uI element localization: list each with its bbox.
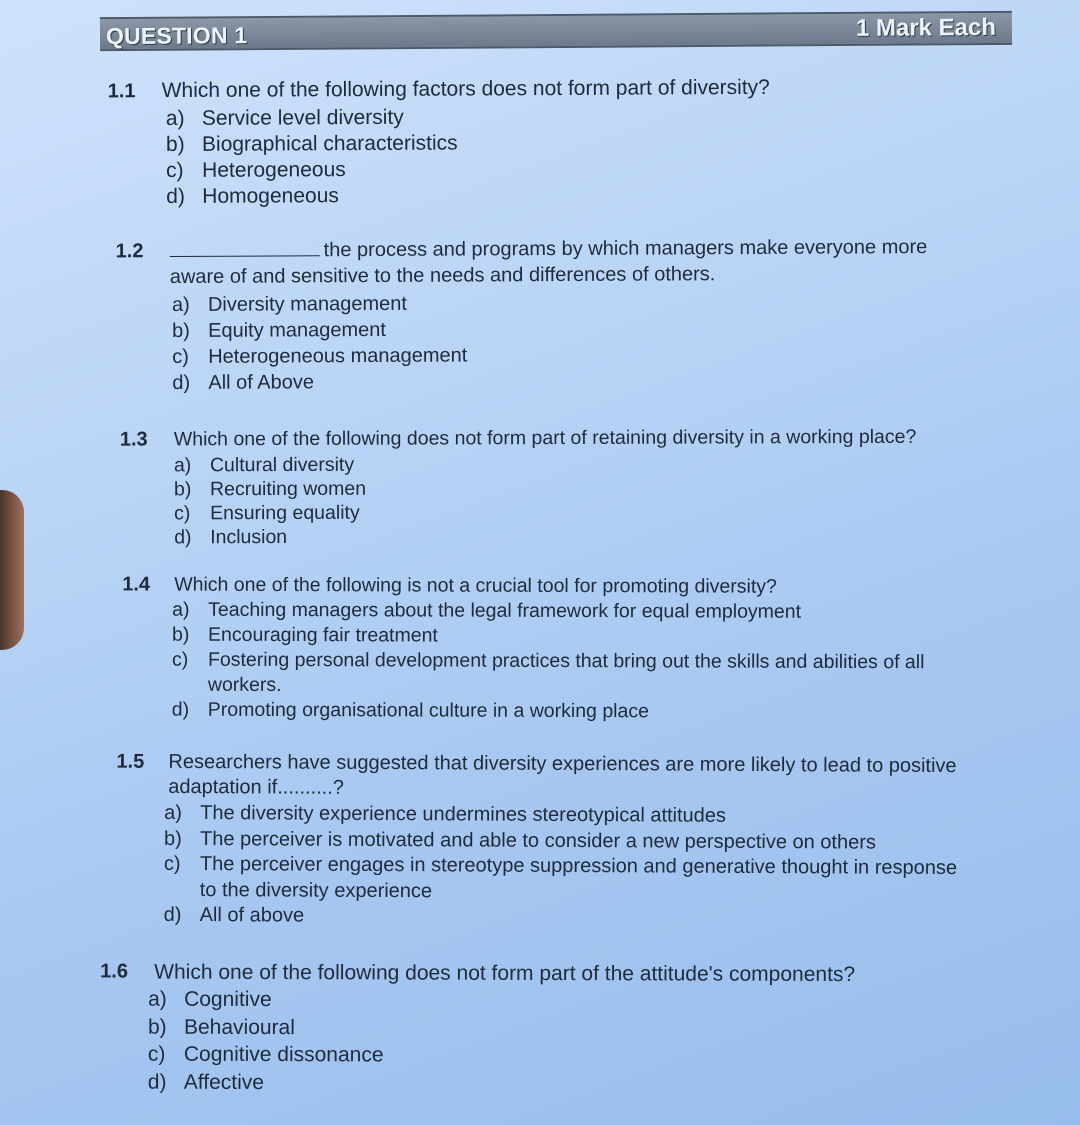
option-a[interactable] [166, 105, 458, 133]
question-text: Which one of the following factors does not form part of diversity? [161, 75, 770, 103]
option-text: The perceiver is motivated and able to consider a new perspective on others [199, 827, 876, 854]
option-b[interactable] [148, 1013, 384, 1041]
option-d[interactable] [164, 903, 957, 933]
question-text-line-1 [170, 234, 928, 264]
option-letter: b) [173, 478, 192, 501]
option-letter: b) [172, 623, 190, 646]
option-text: All of above [199, 904, 305, 927]
option-text: Ensuring equality [210, 501, 360, 525]
question-text: the process and programs by which managers make everyone more [323, 236, 928, 262]
option-letter: a) [148, 987, 167, 1011]
option-c-continuation [172, 673, 925, 701]
option-list [164, 801, 958, 933]
question-text-line-2: adaptation if..........? [168, 775, 345, 799]
option-text: Heterogeneous management [208, 344, 468, 368]
option-text: The diversity experience undermines stereotypical attitudes [200, 802, 727, 827]
option-c[interactable] [172, 648, 925, 676]
question-number: 1.5 [116, 750, 145, 773]
option-d[interactable] [166, 183, 458, 211]
option-c[interactable] [166, 157, 458, 185]
question-1-6 [100, 958, 1010, 1101]
option-letter: a) [171, 293, 190, 317]
question-1-3 [120, 424, 1020, 551]
option-text: Diversity management [207, 292, 407, 316]
option-d[interactable] [174, 525, 366, 550]
option-letter: b) [147, 1015, 167, 1039]
question-1-1 [108, 74, 1009, 219]
option-text: Affective [183, 1070, 265, 1094]
option-letter: c) [166, 158, 184, 183]
option-c[interactable] [174, 501, 366, 526]
option-list [172, 598, 925, 726]
option-d[interactable] [148, 1068, 384, 1096]
question-number: 1.3 [119, 428, 148, 451]
question-number: 1.1 [107, 80, 136, 103]
question-number: 1.6 [100, 960, 129, 983]
option-c[interactable] [172, 342, 467, 370]
option-letter: a) [164, 801, 183, 824]
question-number: 1.2 [115, 240, 144, 263]
option-b[interactable] [172, 623, 925, 651]
option-text: Fostering personal development practices that bring out the skills and abilities of all [207, 648, 925, 674]
option-letter: c) [171, 648, 189, 671]
option-letter: d) [163, 903, 182, 926]
marks-label: 1 Mark Each [855, 13, 997, 42]
option-text: Service level diversity [201, 105, 404, 130]
option-letter: d) [171, 698, 190, 721]
question-text: Which one of the following does not form part of retaining diversity in a working place? [173, 425, 917, 451]
option-b[interactable] [174, 477, 366, 502]
option-letter: a) [172, 598, 190, 621]
option-a[interactable] [172, 290, 467, 318]
option-a[interactable] [172, 598, 925, 626]
option-text: Heterogeneous [202, 158, 346, 182]
option-text: Homogeneous [202, 184, 339, 208]
option-text: Recruiting women [209, 477, 367, 501]
option-list [172, 290, 468, 396]
option-d[interactable] [172, 698, 925, 726]
question-number: 1.4 [122, 573, 151, 596]
option-text: Equity management [208, 318, 387, 342]
option-letter: c) [174, 502, 191, 525]
option-letter: c) [172, 345, 189, 369]
option-letter: a) [173, 454, 192, 477]
option-letter: b) [165, 132, 185, 157]
question-text: Which one of the following is not a crucial tool for promoting diversity? [174, 573, 777, 598]
option-a[interactable] [174, 453, 366, 478]
question-text-line-1: Researchers have suggested that diversity experiences are more likely to lead to positive [168, 750, 957, 778]
option-text: workers. [207, 673, 282, 696]
question-1-2 [116, 234, 1009, 399]
option-text: Cultural diversity [209, 453, 355, 477]
option-text: Encouraging fair treatment [208, 623, 438, 647]
option-text: Cognitive dissonance [183, 1042, 384, 1067]
option-b[interactable] [172, 316, 467, 344]
question-title: QUESTION 1 [105, 22, 248, 50]
option-text: Teaching managers about the legal framework for equal employment [208, 598, 802, 623]
option-letter: d) [147, 1070, 167, 1094]
option-c[interactable] [148, 1041, 384, 1069]
option-letter: b) [172, 319, 190, 343]
option-letter: d) [166, 184, 186, 209]
question-1-5 [116, 750, 1027, 935]
option-d[interactable] [172, 368, 467, 396]
option-text: All of Above [208, 371, 315, 394]
option-letter: a) [165, 106, 185, 131]
option-a[interactable] [148, 986, 384, 1014]
question-text: Which one of the following does not form part of the attitude's components? [154, 960, 856, 987]
option-letter: d) [172, 371, 191, 395]
question-1-4 [122, 572, 1023, 731]
option-letter: b) [163, 827, 182, 850]
answer-blank [170, 255, 320, 257]
option-list [174, 453, 366, 550]
finger-shadow [0, 490, 24, 650]
question-header [100, 11, 1012, 51]
option-list [166, 105, 458, 211]
option-text: The perceiver engages in stereotype suppression and generative thought in response [199, 853, 958, 880]
option-list [148, 986, 384, 1097]
option-text: to the diversity experience [199, 878, 433, 902]
option-text: Inclusion [210, 525, 288, 549]
option-letter: d) [174, 526, 192, 549]
option-text: Cognitive [184, 987, 272, 1012]
option-text: Behavioural [183, 1015, 295, 1039]
option-text: Promoting organisational culture in a working place [207, 698, 650, 723]
option-b[interactable] [166, 131, 458, 159]
option-text: Biographical characteristics [201, 131, 458, 156]
option-letter: c) [147, 1042, 166, 1066]
option-letter: c) [163, 852, 181, 875]
question-text-line-2: aware of and sensitive to the needs and differences of others. [169, 263, 716, 289]
